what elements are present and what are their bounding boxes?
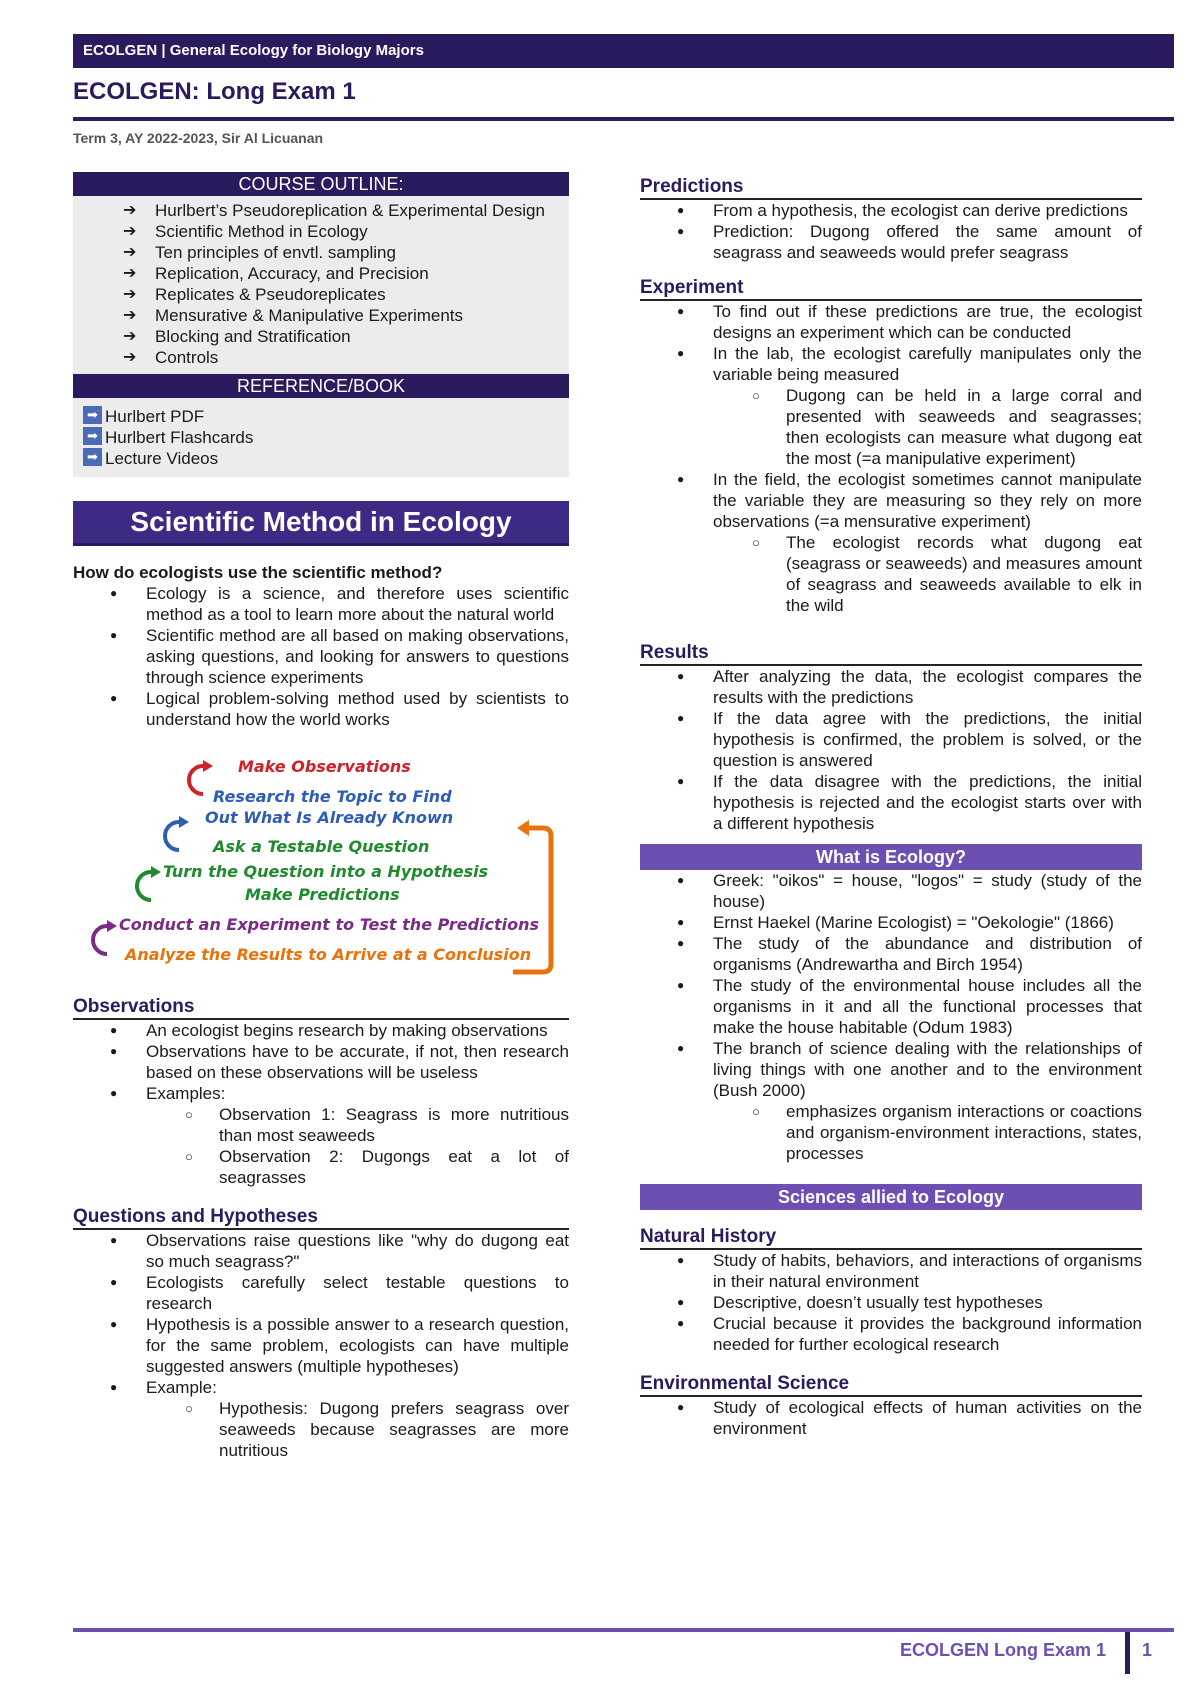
bullet-item <box>713 1038 1142 1164</box>
bullet-list <box>73 1230 569 1461</box>
title-divider <box>73 117 1174 121</box>
figure-step: Make Observations <box>238 757 411 776</box>
bullet-item: ● The study of the abundance and distribution of organisms (Andrewartha and Birch 1954) <box>713 933 1142 975</box>
course-outline-list <box>73 196 569 374</box>
outline-item: ➔ Blocking and Stratification <box>123 326 569 347</box>
sub-list <box>713 532 1142 616</box>
bullet-item: ● Observations have to be accurate, if not, then research based on these observations will be useless <box>146 1041 569 1083</box>
figure-step: Analyze the Results to Arrive at a Conclusion <box>125 945 532 964</box>
bullet-item: ● Study of habits, behaviors, and interactions of organisms in their natural environment <box>713 1250 1142 1292</box>
sub-item: ○ The ecologist records what dugong eat (seagrass or seaweeds) and measures amount of seagrass and seaweeds available to elk in the wild <box>786 532 1142 616</box>
sub-item: ○ Observation 1: Seagrass is more nutritious than most seaweeds <box>219 1104 569 1146</box>
footer-divider <box>73 1628 1174 1632</box>
figure-step: Make Predictions <box>245 885 400 904</box>
bullet-item: ● Ecologists carefully select testable questions to research <box>146 1272 569 1314</box>
orange-arrow-head <box>517 820 529 836</box>
bullet-item: ● Logical problem-solving method used by scientists to understand how the world works <box>146 688 569 730</box>
bullet-list <box>73 1020 569 1188</box>
purple-arrow-head <box>107 920 117 932</box>
bullet-list <box>73 583 569 730</box>
sub-item: ○ Dugong can be held in a large corral and presented with seaweeds and seagrasses; then ecologists can measure what dugong eat the most (=a manipulative experiment) <box>786 385 1142 469</box>
sub-item: ○ Hypothesis: Dugong prefers seagrass over seaweeds because seagrasses are more nutritious <box>219 1398 569 1461</box>
sub-list <box>713 1101 1142 1164</box>
outline-item: ➔ Replication, Accuracy, and Precision <box>123 263 569 284</box>
bullet-item: ● Ecology is a science, and therefore uses scientific method as a tool to learn more about the natural world <box>146 583 569 625</box>
outline-item: ➔ Controls <box>123 347 569 368</box>
bullet-item: ● After analyzing the data, the ecologist compares the results with the predictions <box>713 666 1142 708</box>
bullet-item <box>146 1083 569 1188</box>
bullet-item: ● From a hypothesis, the ecologist can derive predictions <box>713 200 1142 221</box>
outline-item: ➔ Ten principles of envtl. sampling <box>123 242 569 263</box>
sub-item: ○ emphasizes organism interactions or coactions and organism-environment interactions, states, processes <box>786 1101 1142 1164</box>
outline-item: ➔ Replicates & Pseudoreplicates <box>123 284 569 305</box>
bullet-item: ● Study of ecological effects of human activities on the environment <box>713 1397 1142 1439</box>
outline-item: ➔ Hurlbert’s Pseudoreplication & Experimental Design <box>123 200 569 221</box>
blue-arrow-head <box>179 816 189 828</box>
course-outline-box <box>73 172 569 477</box>
green-arrow-head <box>151 866 161 878</box>
term-info: Term 3, AY 2022-2023, Sir Al Licuanan <box>73 130 324 146</box>
question-heading: How do ecologists use the scientific method? <box>73 563 443 582</box>
reference-list <box>73 398 569 477</box>
bullet-list <box>640 666 1142 834</box>
bullet-item: ● Scientific method are all based on making observations, asking questions, and looking for answers to questions through science experiments <box>146 625 569 688</box>
reference-heading: REFERENCE/BOOK <box>73 374 569 398</box>
natural-history-heading: Natural History <box>640 1226 1142 1250</box>
bullet-text: Example: <box>146 1378 217 1397</box>
questions-heading: Questions and Hypotheses <box>73 1206 569 1230</box>
sub-item: ○ Observation 2: Dugongs eat a lot of seagrasses <box>219 1146 569 1188</box>
page-number: 1 <box>1142 1640 1153 1660</box>
left-column <box>73 172 569 1461</box>
bullet-item: ● If the data agree with the predictions, the initial hypothesis is confirmed, the problem is solved, or the question is answered <box>713 708 1142 771</box>
what-is-ecology-heading: What is Ecology? <box>640 844 1142 870</box>
figure-step: Conduct an Experiment to Test the Predictions <box>119 915 540 934</box>
predictions-heading: Predictions <box>640 176 1142 200</box>
bullet-item <box>713 469 1142 616</box>
observations-heading: Observations <box>73 996 569 1020</box>
results-heading: Results <box>640 642 1142 666</box>
red-arrow-head <box>203 760 213 772</box>
bullet-item: ● Ernst Haekel (Marine Ecologist) = "Oekologie" (1866) <box>713 912 1142 933</box>
outline-item: ➔ Mensurative & Manipulative Experiments <box>123 305 569 326</box>
bullet-item: ● Descriptive, doesn’t usually test hypotheses <box>713 1292 1142 1313</box>
bullet-list <box>640 870 1142 1164</box>
section-banner: Scientific Method in Ecology <box>73 501 569 546</box>
figure-step: Ask a Testable Question <box>213 837 430 856</box>
bullet-text: In the field, the ecologist sometimes cannot manipulate the variable they are measuring so they rely on more observations (=a mensurative experiment) <box>713 470 1142 531</box>
bullet-list <box>640 1250 1142 1355</box>
bullet-item: ● If the data disagree with the predictions, the initial hypothesis is rejected and the ecologist starts over with a different hypothesis <box>713 771 1142 834</box>
experiment-heading: Experiment <box>640 277 1142 301</box>
figure-step: Research the Topic to Find <box>213 787 452 806</box>
allied-sciences-heading: Sciences allied to Ecology <box>640 1184 1142 1210</box>
right-column <box>640 172 1142 1439</box>
sub-list <box>146 1398 569 1461</box>
bullet-item: ● Hypothesis is a possible answer to a research question, for the same problem, ecologists can have multiple suggested answers (multiple hypotheses) <box>146 1314 569 1377</box>
bullet-list <box>640 200 1142 263</box>
bullet-item: ● To find out if these predictions are true, the ecologist designs an experiment which can be conducted <box>713 301 1142 343</box>
bullet-text: The branch of science dealing with the relationships of living things with one another and to the environment (Bush 2000) <box>713 1039 1142 1100</box>
bullet-item: ● An ecologist begins research by making observations <box>146 1020 569 1041</box>
bullet-item: ● Crucial because it provides the background information needed for further ecological research <box>713 1313 1142 1355</box>
bullet-item: ● Observations raise questions like "why do dugong eat so much seagrass?" <box>146 1230 569 1272</box>
bullet-item: ● Prediction: Dugong offered the same amount of seagrass and seaweeds would prefer seagrass <box>713 221 1142 263</box>
bullet-list <box>640 1397 1142 1439</box>
blue-curve-arrow <box>165 822 179 850</box>
reference-link[interactable]: ➡ Lecture Videos <box>83 448 569 469</box>
bullet-item <box>713 343 1142 469</box>
footer-separator <box>1125 1632 1130 1674</box>
environmental-science-heading: Environmental Science <box>640 1373 1142 1397</box>
course-outline-heading: COURSE OUTLINE: <box>73 172 569 196</box>
bullet-list <box>640 301 1142 616</box>
figure-step: Out What Is Already Known <box>205 808 454 827</box>
scientific-method-figure <box>73 744 569 994</box>
purple-curve-arrow <box>93 926 107 954</box>
footer-label: ECOLGEN Long Exam 1 <box>900 1640 1107 1660</box>
outline-item: ➔ Scientific Method in Ecology <box>123 221 569 242</box>
sub-list <box>146 1104 569 1188</box>
reference-link[interactable]: ➡ Hurlbert PDF <box>83 406 569 427</box>
sub-list <box>713 385 1142 469</box>
red-curve-arrow <box>189 766 203 794</box>
reference-link[interactable]: ➡ Hurlbert Flashcards <box>83 427 569 448</box>
bullet-text: Examples: <box>146 1084 226 1103</box>
bullet-item <box>146 1377 569 1461</box>
document-title: ECOLGEN: Long Exam 1 <box>73 78 356 105</box>
bullet-item: ● The study of the environmental house includes all the organisms in it and all the functional processes that make the house habitable (Odum 1983) <box>713 975 1142 1038</box>
bullet-item: ● Greek: "oikos" = house, "logos" = study (study of the house) <box>713 870 1142 912</box>
bullet-text: In the lab, the ecologist carefully manipulates only the variable being measured <box>713 344 1142 384</box>
course-header-bar: ECOLGEN | General Ecology for Biology Majors <box>73 34 1174 68</box>
figure-step: Turn the Question into a Hypothesis <box>163 862 489 881</box>
green-curve-arrow <box>137 872 151 900</box>
